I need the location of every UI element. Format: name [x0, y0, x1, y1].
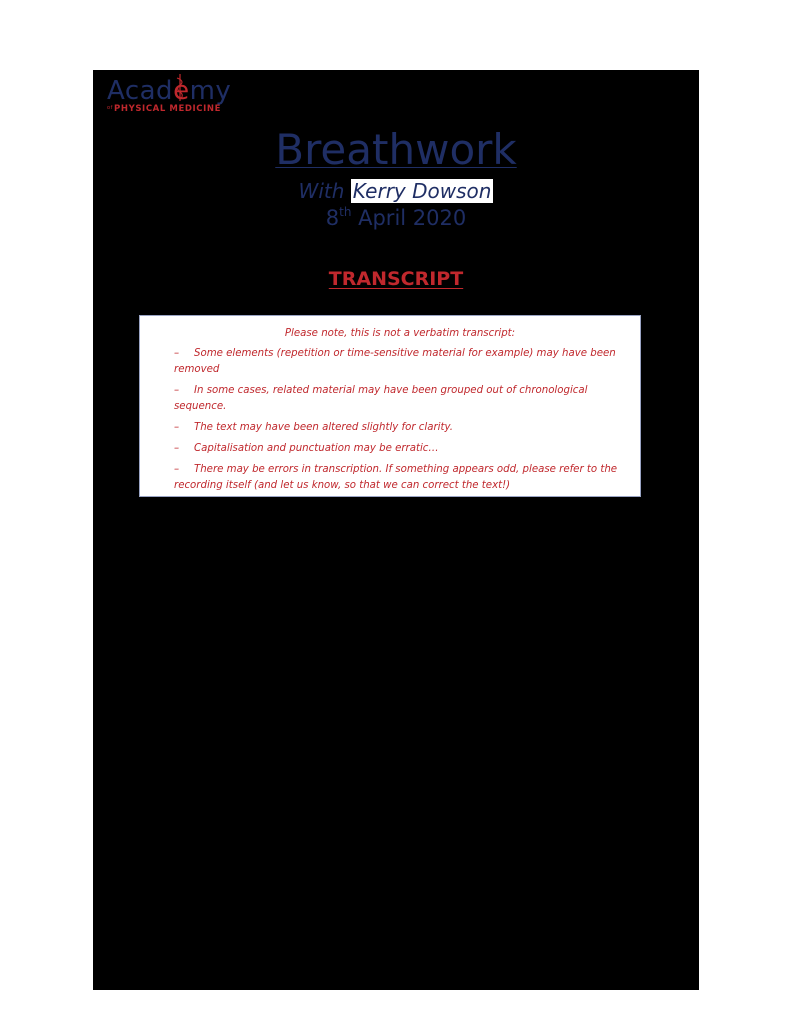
disclaimer-item	[174, 462, 626, 494]
academy-logo	[107, 76, 247, 116]
disclaimer-item	[174, 346, 626, 378]
caduceus-icon	[175, 72, 185, 102]
dash-bullet: –	[174, 443, 180, 454]
dash-bullet: –	[174, 348, 180, 359]
date-month-year: April 2020	[351, 206, 467, 230]
logo-word-accent: e	[173, 76, 190, 106]
logo-subtitle-text: PHYSICAL MEDICINE	[114, 104, 222, 114]
logo-word-prefix: Acad	[107, 76, 174, 106]
logo-subtitle	[107, 104, 221, 114]
document-page	[93, 70, 699, 990]
logo-of-text: of	[107, 105, 114, 111]
logo-wordmark	[107, 76, 231, 106]
with-word: With	[298, 179, 345, 203]
disclaimer-item-text: Some elements (repetition or time-sensitive material for example) may have been removed	[174, 348, 616, 375]
dash-bullet: –	[174, 385, 180, 396]
disclaimer-heading: Please note, this is not a verbatim transcript:	[284, 328, 516, 339]
logo-word-suffix: my	[189, 76, 232, 106]
dash-bullet: –	[174, 422, 180, 433]
session-date	[93, 204, 699, 232]
presenter-name: Kerry Dowson	[352, 179, 492, 203]
date-ordinal-suffix: th	[339, 205, 352, 219]
document-title: Breathwork	[275, 125, 517, 174]
date-day: 8	[325, 206, 340, 230]
presenter-line	[93, 178, 699, 204]
transcript-heading: TRANSCRIPT	[328, 268, 464, 290]
disclaimer-item-text: Capitalisation and punctuation may be erratic…	[194, 443, 439, 454]
disclaimer-item	[174, 383, 626, 415]
dash-bullet: –	[174, 464, 180, 475]
disclaimer-item-text: There may be errors in transcription. If something appears odd, please refer to the recording itself (and let us know, so that we can correct the text!)	[174, 464, 618, 491]
disclaimer-box	[139, 315, 641, 497]
disclaimer-item	[174, 441, 626, 457]
disclaimer-item-text: The text may have been altered slightly for clarity.	[194, 422, 453, 433]
disclaimer-item-text: In some cases, related material may have been grouped out of chronological sequence.	[174, 385, 588, 412]
disclaimer-item	[174, 420, 626, 436]
